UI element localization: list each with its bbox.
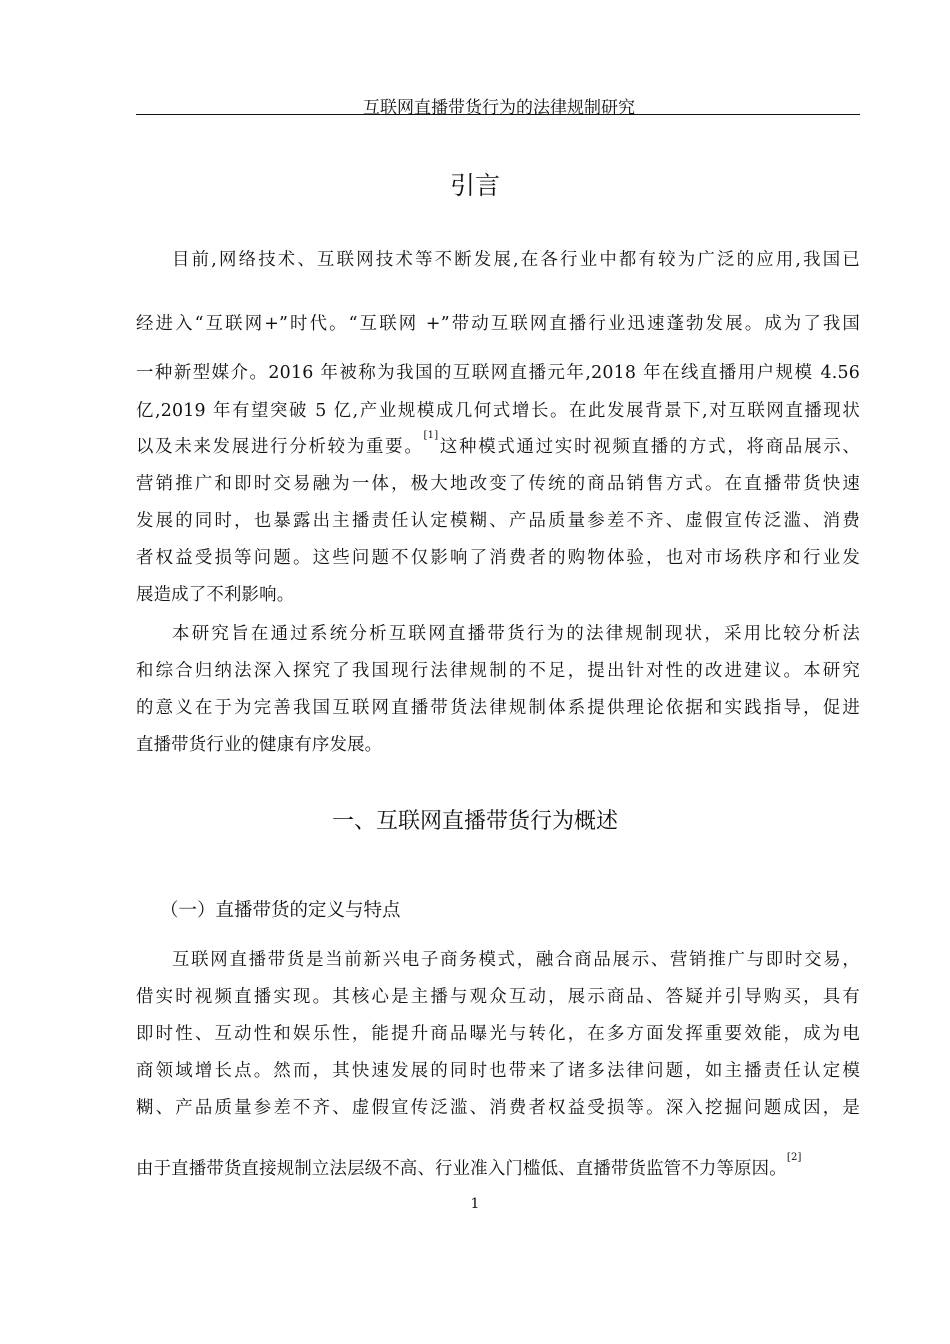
intro-p1-line-6: 营销推广和即时交易融为一体，极大地改变了传统的商品销售方式。在直播带货快速	[136, 474, 860, 494]
sec1-p1-line-2: 借实时视频直播实现。其核心是主播与观众互动，展示商品、答疑并引导购买，具有	[136, 987, 860, 1007]
sec1-p1-line-4: 商领域增长点。然而，其快速发展的同时也带来了诸多法律问题，如主播责任认定模	[136, 1061, 860, 1081]
section-heading: （一）直播带货的定义与特点	[160, 900, 401, 921]
citation-ref-2: [2]	[786, 1152, 802, 1163]
intro-p1-line-9: 展造成了不利影响。	[136, 585, 295, 605]
intro-p1-line-5-b: 这种模式通过实时视频直播的方式，将商品展示、	[438, 437, 860, 457]
running-header: 互联网直播带货行为的法律规制研究	[363, 98, 635, 118]
intro-p2-line-4: 直播带货行业的健康有序发展。	[136, 735, 383, 755]
intro-heading: 引言	[449, 171, 500, 200]
citation-ref-1: [1]	[423, 430, 439, 441]
header-rule	[136, 114, 860, 115]
intro-p2-line-3: 的意义在于为完善我国互联网直播带货法律规制体系提供理论依据和实践指导，促进	[136, 698, 860, 718]
intro-p1-line-7: 发展的同时，也暴露出主播责任认定模糊、产品质量参差不齐、虚假宣传泛滥、消费	[136, 511, 860, 531]
sec1-p1-line-1: 互联网直播带货是当前新兴电子商务模式，融合商品展示、营销推广与即时交易，	[172, 950, 860, 970]
chapter-heading: 一、互联网直播带货行为概述	[331, 809, 618, 834]
intro-p1-line-2: 经进入“互联网+”时代。“互联网 +”带动互联网直播行业迅速蓬勃发展。成为了我国	[136, 314, 860, 334]
intro-p2-line-2: 和综合归纳法深入探究了我国现行法律规制的不足，提出针对性的改进建议。本研究	[136, 661, 860, 681]
page-number: 1	[470, 1196, 480, 1212]
intro-p1-line-1: 目前,网络技术、互联网技术等不断发展,在各行业中都有较为广泛的应用,我国已	[172, 250, 860, 270]
intro-p1-line-4: 亿,2019 年有望突破 5 亿,产业规模成几何式增长。在此发展背景下,对互联网直播现状	[136, 401, 860, 421]
sec1-p1-line-6-text: 由于直播带货直接规制立法层级不高、行业准入门槛低、直播带货监管不力等原因。	[136, 1159, 787, 1179]
intro-p1-line-8: 者权益受损等问题。这些问题不仅影响了消费者的购物体验，也对市场秩序和行业发	[136, 548, 860, 568]
intro-p1-line-3: 一种新型媒介。2016 年被称为我国的互联网直播元年,2018 年在线直播用户规模 4.56	[136, 363, 860, 383]
intro-p1-line-5	[136, 432, 860, 457]
intro-p1-line-5-a: 以及未来发展进行分析较为重要。	[136, 437, 424, 457]
intro-p2-line-1: 本研究旨在通过系统分析互联网直播带货行为的法律规制现状，采用比较分析法	[172, 624, 860, 644]
sec1-p1-line-5: 糊、产品质量参差不齐、虚假宣传泛滥、消费者权益受损等。深入挖掘问题成因，是	[136, 1098, 860, 1118]
sec1-p1-line-6	[136, 1154, 860, 1179]
sec1-p1-line-3: 即时性、互动性和娱乐性，能提升商品曝光与转化，在多方面发挥重要效能，成为电	[136, 1024, 860, 1044]
